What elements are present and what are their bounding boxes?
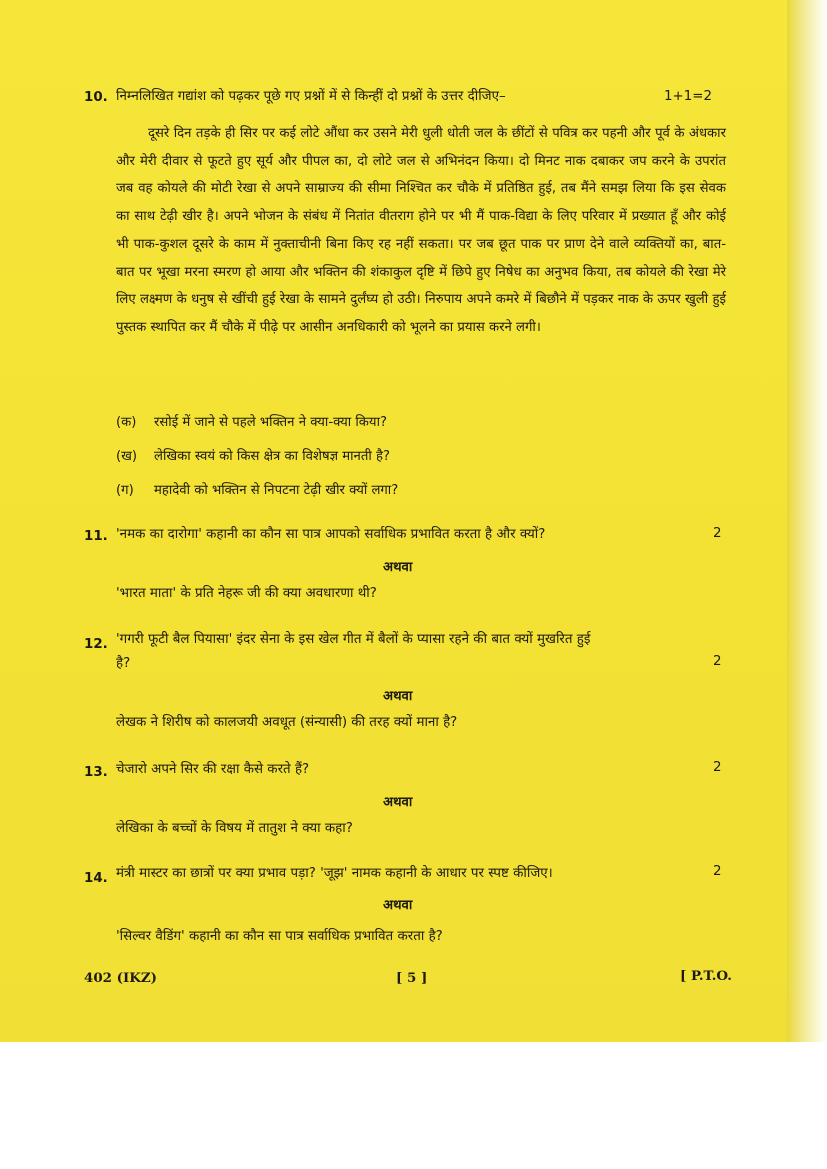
q10-sub-kha [116, 446, 390, 464]
q13-marks: 2 [713, 760, 722, 775]
sub-label: (क) [116, 415, 137, 430]
q14-text: मंत्री मास्टर का छात्रों पर क्या प्रभाव पड़ा? 'जूझ' नामक कहानी के आधार पर स्पष्ट कीजिए। [116, 866, 553, 881]
q11-marks: 2 [713, 526, 722, 541]
paper-code: 402 (IKZ) [84, 970, 157, 986]
sub-text: महादेवी को भक्तिन से निपटना टेढ़ी खीर क्यों लगा? [154, 483, 399, 498]
q10-number: 10. [84, 90, 108, 105]
q12-number: 12. [84, 637, 108, 652]
q12-or: अथवा [383, 689, 413, 704]
q14-or: अथवा [383, 898, 413, 913]
q12-alternative: लेखक ने शिरीष को कालजयी अवधूत (संन्यासी) की तरह क्यों माना है? [116, 715, 458, 730]
q13-alternative: लेखिका के बच्चों के विषय में तातुश ने क्या कहा? [116, 821, 353, 836]
page-edge-shadow [787, 0, 827, 1042]
q10-marks: 1+1=2 [664, 89, 712, 104]
q10-instruction: निम्नलिखित गद्यांश को पढ़कर पूछे गए प्रश्नों में से किन्हीं दो प्रश्नों के उत्तर दीजिए– [116, 89, 506, 104]
q11-number: 11. [84, 529, 108, 544]
page-number: [ 5 ] [396, 970, 428, 986]
q14-number: 14. [84, 871, 108, 886]
q10-sub-ka [116, 412, 387, 430]
q14-alternative: 'सिल्वर वैडिंग' कहानी का कौन सा पात्र सर्वाधिक प्रभावित करता है? [116, 929, 443, 944]
q13-or: अथवा [383, 795, 413, 810]
sub-text: रसोई में जाने से पहले भक्तिन ने क्या-क्या किया? [154, 415, 388, 430]
q14-marks: 2 [713, 864, 722, 879]
q12-marks: 2 [713, 654, 722, 669]
sub-text: लेखिका स्वयं को किस क्षेत्र का विशेषज्ञ मानती है? [154, 449, 390, 464]
please-turn-over: [ P.T.O. [680, 968, 732, 984]
q11-or: अथवा [383, 560, 413, 575]
q13-text: चेजारो अपने सिर की रक्षा कैसे करते हैं? [116, 762, 310, 777]
q10-sub-ga [116, 480, 398, 498]
q13-number: 13. [84, 765, 108, 780]
q11-text: 'नमक का दारोगा' कहानी का कौन सा पात्र आपको सर्वाधिक प्रभावित करता है और क्यों? [116, 527, 546, 542]
sub-label: (ख) [116, 449, 138, 464]
q10-passage: दूसरे दिन तड़के ही सिर पर कई लोटे औंधा कर उसने मेरी धुली धोती जल के छींटों से पवित्र कर पहनी और पूर्व के अंधकार और मेरी दीवार से फूटते हुए सूर्य और पीपल का, दो लोटे जल से अभिनंदन किया। दो मिनट नाक दबाकर जप करने के उपरांत जब वह कोयले की मोटी रेखा से अपने साम्राज्य की सीमा निश्चित कर चौके में प्रतिष्ठित हुई, तब मैंने समझ लिया कि इस सेवक का साथ टेढ़ी खीर है। अपने भोजन के संबंध में नितांत वीतराग होने पर भी मैं पाक-विद्या के लिए परिवार में प्रख्यात हूँ और कोई भी पाक-कुशल दूसरे के काम में नुक्ताचीनी बिना किए रह नहीं सकता। पर जब छूत पाक पर प्राण देने वाले व्यक्तियों का, बात-बात पर भूखा मरना स्मरण हो आया और भक्तिन की शंकाकुल दृष्टि में छिपे हुए निषेध का अनुभव किया, तब कोयले की रेखा मेरे लिए लक्ष्मण के धनुष से खींची हुई रेखा के सामने दुर्लंघ्य हो उठी। निरुपाय अपने कमरे में बिछौने में पड़कर नाक के ऊपर खुली हुई पुस्तक स्थापित कर मैं चौके में पीढ़े पर आसीन अनधिकारी को भूलने का प्रयास करने लगी। [116, 126, 726, 335]
q11-alternative: 'भारत माता' के प्रति नेहरू जी की क्या अवधारणा थी? [116, 586, 377, 601]
q12-text-line2: है? [116, 656, 131, 671]
sub-label: (ग) [116, 483, 134, 498]
q12-text-line1: 'गगरी फूटी बैल पियासा' इंदर सेना के इस खेल गीत में बैलों के प्यासा रहने की बात क्यों मुखरित हुई [116, 632, 591, 647]
